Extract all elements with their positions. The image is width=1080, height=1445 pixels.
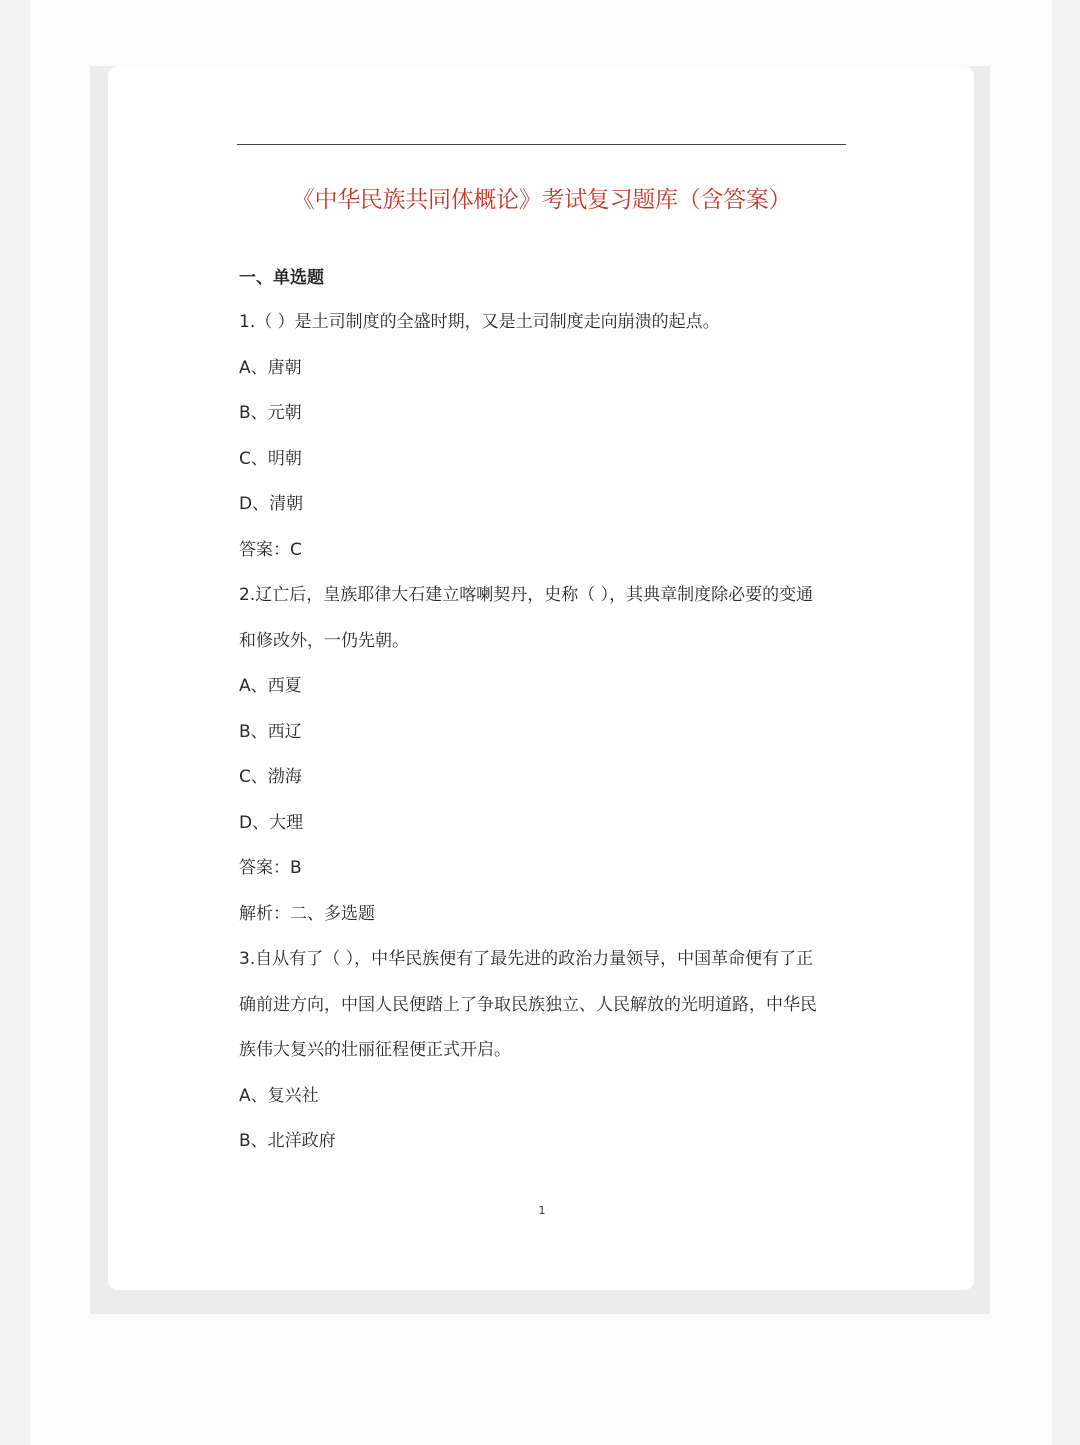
question-2-analysis: 解析：二、多选题 [239,903,375,924]
question-1-option-a: A、唐朝 [239,357,302,378]
question-2-stem-line-2: 和修改外，一仍先朝。 [239,630,409,651]
question-1-option-c: C、明朝 [239,448,302,469]
question-3-stem-line-3: 族伟大复兴的壮丽征程便正式开启。 [239,1040,511,1060]
question-2-option-a: A、西夏 [239,676,302,696]
question-3-option-a: A、复兴社 [239,1085,319,1106]
question-3-option-b: B、北洋政府 [239,1131,336,1151]
question-3-stem-line-1: 3.自从有了（ ），中华民族便有了最先进的政治力量领导，中国革命便有了正 [239,949,814,969]
question-3-stem-line-2: 确前进方向，中国人民便踏上了争取民族独立、人民解放的光明道路，中华民 [239,994,817,1015]
question-2-option-c: C、渤海 [239,767,302,787]
question-2-stem-line-1: 2.辽亡后，皇族耶律大石建立喀喇契丹，史称（ ），其典章制度除必要的变通 [239,585,814,605]
page-number: 1 [538,1204,546,1217]
question-2-option-b: B、西辽 [239,721,302,742]
question-1-answer: 答案：C [239,539,302,560]
section-heading: 一、单选题 [239,268,324,288]
question-2-answer: 答案：B [239,858,302,878]
header-rule [237,144,846,145]
question-1-option-d: D、清朝 [239,494,304,514]
question-1-option-b: B、元朝 [239,403,302,423]
question-2-option-d: D、大理 [239,812,304,833]
question-list [239,300,844,1165]
document-title: 《中华民族共同体概论》考试复习题库（含答案） [291,187,792,213]
question-1-stem-line-1: 1.（ ）是土司制度的全盛时期，又是土司制度走向崩溃的起点。 [239,312,720,332]
